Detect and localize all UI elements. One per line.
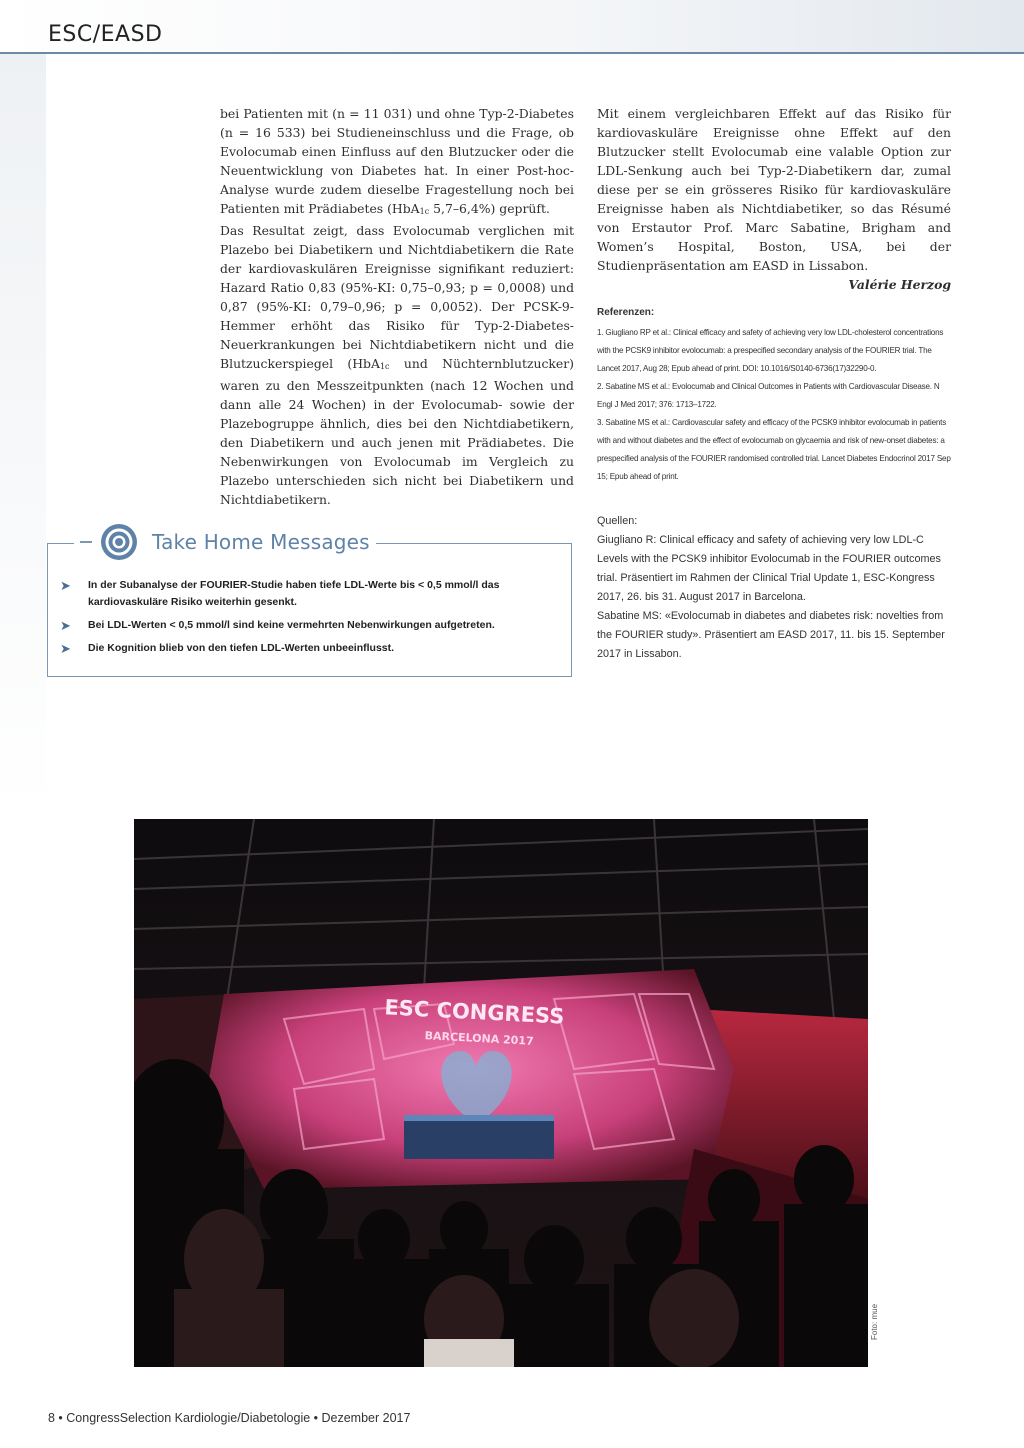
congress-hall-illustration [134,819,868,1367]
section-title: ESC/EASD [48,22,163,47]
references-list [597,324,953,486]
author-signature: Valérie Herzog [848,277,951,292]
reference-item: 3. Sabatine MS et al.: Cardiovascular safety and efficacy of the PCSK9 inhibitor evolocumab in patients with and without diabetes and the effect of evolocumab on glycaemia and risk of new-onset diabetes: a prespecified analysis of the FOURIER randomised controlled trial. Lancet Diabetes Endocrinol 2017 Sep 15; Epub ahead of print. [597,418,951,481]
references-heading: Referenzen: [597,307,655,318]
reference-item: 2. Sabatine MS et al.: Evolocumab and Clinical Outcomes in Patients with Cardiovascular Disease. N Engl J Med 2017; 376: 1713–1722. [597,382,940,409]
references-section [597,306,953,486]
target-icon [100,523,138,561]
article-column-left [220,104,574,509]
screen-title: ESC CONGRESS [383,995,565,1029]
photo-credit: Foto: mue [870,1303,879,1340]
list-item: ➤ Bei LDL-Werten < 0,5 mmol/l sind keine vermehrten Nebenwirkungen aufgetreten. [60,618,495,633]
list-item: ➤ Die Kognition blieb von den tiefen LDL-Werten unbeeinflusst. [60,641,395,656]
page-footer: 8 • CongressSelection Kardiologie/Diabetologie • Dezember 2017 [48,1411,411,1425]
arrow-icon: ➤ [60,641,71,656]
sources-heading: Quellen: [597,515,638,527]
article-column-right [597,104,951,294]
article-paragraph: Mit einem vergleichbaren Effekt auf das Risiko für kardiovaskuläre Ereignisse ohne Effekt auf den Blutzucker stellt Evolocumab eine valable Option zur LDL-Senkung auch bei Typ-2-Diabetikern dar, zumal diese per se ein grösseres Risiko für kardiovaskuläre Ereignisse haben als Nichtdiabetiker, so das Résumé von Erstautor Prof. Marc Sabatine, Brigham and Women’s Hospital, Boston, USA, bei der Studienpräsentation am EASD in Lissabon. [597,106,951,273]
screen-subtitle: BARCELONA 2017 [424,1029,534,1048]
take-home-header [74,522,376,562]
stage-podium [404,1119,554,1159]
arrow-icon: ➤ [60,618,71,633]
list-item: ➤ In der Subanalyse der FOURIER-Studie haben tiefe LDL-Werte bis < 0,5 mmol/l das kardiovaskuläre Risiko weiterhin gesenkt. [60,578,500,608]
take-home-rule [80,541,92,543]
source-item: Sabatine MS: «Evolocumab in diabetes and diabetes risk: novelties from the FOURIER study». Präsentiert am EASD 2017, 11. bis 15. September 2017 in Lissabon. [597,610,945,660]
take-home-list [60,577,560,663]
sources-section [597,512,953,664]
article-paragraph: bei Patienten mit (n = 11 031) und ohne Typ-2-Diabetes (n = 16 533) bei Studieneinschluss und die Frage, ob Evolocumab einen Einfluss auf den Blutzucker oder die Neuentwicklung von Diabetes hat. In einer Post-hoc-Analyse wurde zudem dieselbe Fragestellung noch bei Patienten mit Prädiabetes (HbA$_{1c}$ 5,7–6,4%) geprüft. [220,106,574,216]
congress-photo [134,819,868,1367]
reference-item: 1. Giugliano RP et al.: Clinical efficacy and safety of achieving very low LDL-cholesterol concentrations with the PCSK9 inhibitor evolocumab: a prespecified secondary analysis of the FOURIER trial. The Lancet 2017, Aug 28; Epub ahead of print. DOI: 10.1016/S0140-6736(17)32290-0. [597,328,944,373]
side-gradient [0,54,46,1434]
article-paragraph: Das Resultat zeigt, dass Evolocumab verglichen mit Plazebo bei Diabetikern und Nichtdiabetikern die Rate der kardiovaskulären Ereignisse signifikant reduziert: Hazard Ratio 0,83 (95%-KI: 0,75–0,93; p = 0,0008) und 0,87 (95%-KI: 0,79–0,96; p = 0,0052). Der PCSK-9-Hemmer erhöht das Risiko für Typ-2-Diabetes-Neuerkrankungen bei Nichtdiabetikern nicht und die Blutzuckerspiegel (HbA$_{1c}$ und Nüchternblutzucker) waren zu den Messzeitpunkten (nach 12 Wochen und dann alle 24 Wochen) in der Evolocumab- sowie der Plazebogruppe ähnlich, dies bei den Nichtdiabetikern, den Diabetikern und auch jenen mit Prädiabetes. Die Nebenwirkungen von Evolocumab im Vergleich zu Plazebo unterschieden sich nicht bei Diabetikern und Nichtdiabetikern. [220,223,574,507]
source-item: Giugliano R: Clinical efficacy and safety of achieving very low LDL-C Levels with the PCSK9 inhibitor Evolocumab in the FOURIER outcomes trial. Präsentiert im Rahmen der Clinical Trial Update 1, ESC-Kongress 2017, 26. bis 31. August 2017 in Barcelona. [597,534,941,603]
arrow-icon: ➤ [60,578,71,593]
take-home-title: Take Home Messages [152,530,370,554]
header-rule [0,52,1024,54]
